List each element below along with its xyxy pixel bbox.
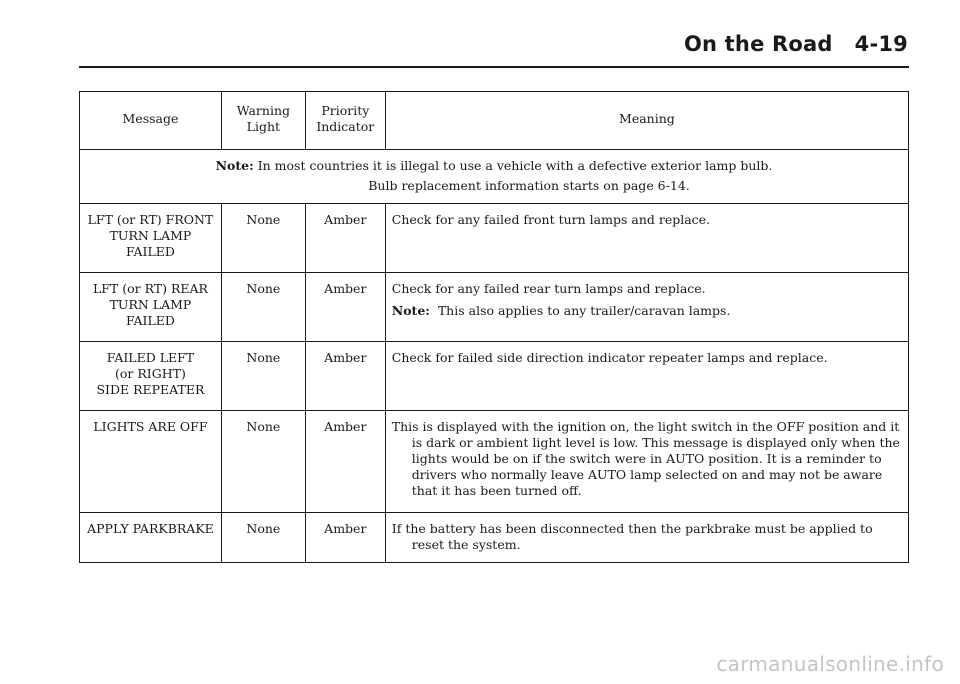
priority-cell: Amber bbox=[305, 273, 385, 342]
header-rule bbox=[79, 66, 909, 68]
meaning-cell bbox=[385, 273, 908, 342]
watermark: carmanualsonline.info bbox=[716, 652, 944, 676]
column-header-message: Message bbox=[80, 92, 222, 150]
column-header-warning-light-text: Warning Light bbox=[236, 103, 290, 134]
priority-cell: Amber bbox=[305, 204, 385, 273]
column-header-meaning: Meaning bbox=[385, 92, 908, 150]
message-cell: LFT (or RT) REAR TURN LAMP FAILED bbox=[80, 273, 222, 342]
column-header-priority-indicator bbox=[305, 92, 385, 150]
meaning-cell bbox=[385, 204, 908, 273]
meaning-text: This is displayed with the ignition on, the light switch in the OFF position and it is dark or ambient light level is low. This message is displayed only when the lights would be on if the switch were in AUTO position. It is a reminder to drivers who normally leave AUTO lamp selected on and may not be aware that it has been turned off. bbox=[391, 419, 900, 498]
table-row bbox=[80, 513, 909, 563]
messages-table bbox=[79, 91, 909, 563]
section-title: On the Road bbox=[683, 32, 833, 56]
message-cell: FAILED LEFT (or RIGHT) SIDE REPEATER bbox=[80, 342, 222, 411]
page-number: 4-19 bbox=[854, 32, 908, 56]
warning-light-cell: None bbox=[221, 342, 305, 411]
message-cell: LIGHTS ARE OFF bbox=[80, 411, 222, 513]
priority-cell: Amber bbox=[305, 342, 385, 411]
priority-cell: Amber bbox=[305, 513, 385, 563]
page-header bbox=[684, 32, 908, 56]
column-header-warning-light bbox=[221, 92, 305, 150]
note-row bbox=[80, 150, 909, 204]
message-cell: LFT (or RT) FRONT TURN LAMP FAILED bbox=[80, 204, 222, 273]
message-cell: APPLY PARKBRAKE bbox=[80, 513, 222, 563]
meaning-text: Check for failed side direction indicator repeater lamps and replace. bbox=[391, 350, 828, 365]
row-note-text: This also applies to any trailer/caravan lamps. bbox=[437, 303, 731, 318]
warning-light-cell: None bbox=[221, 513, 305, 563]
warning-light-cell: None bbox=[221, 204, 305, 273]
table-row bbox=[80, 342, 909, 411]
table-header-row bbox=[80, 92, 909, 150]
table-row bbox=[80, 204, 909, 273]
note-label: Note: bbox=[215, 158, 254, 173]
meaning-cell bbox=[385, 411, 908, 513]
meaning-text: Check for any failed front turn lamps and replace. bbox=[391, 212, 711, 227]
priority-cell: Amber bbox=[305, 411, 385, 513]
row-note-label: Note: bbox=[391, 303, 430, 318]
note-text-line2: Bulb replacement information starts on page 6-14. bbox=[368, 178, 690, 193]
warning-light-cell: None bbox=[221, 411, 305, 513]
note-cell bbox=[80, 150, 909, 204]
meaning-cell bbox=[385, 342, 908, 411]
warning-light-cell: None bbox=[221, 273, 305, 342]
row-note bbox=[392, 303, 902, 319]
meaning-cell bbox=[385, 513, 908, 563]
table-row bbox=[80, 411, 909, 513]
note-text-line1: In most countries it is illegal to use a vehicle with a defective exterior lamp bulb. bbox=[257, 158, 773, 173]
meaning-text: If the battery has been disconnected then the parkbrake must be applied to reset the system. bbox=[391, 521, 873, 552]
meaning-text: Check for any failed rear turn lamps and replace. bbox=[391, 281, 706, 296]
table-row bbox=[80, 273, 909, 342]
column-header-priority-indicator-text: Priority Indicator bbox=[316, 103, 375, 134]
